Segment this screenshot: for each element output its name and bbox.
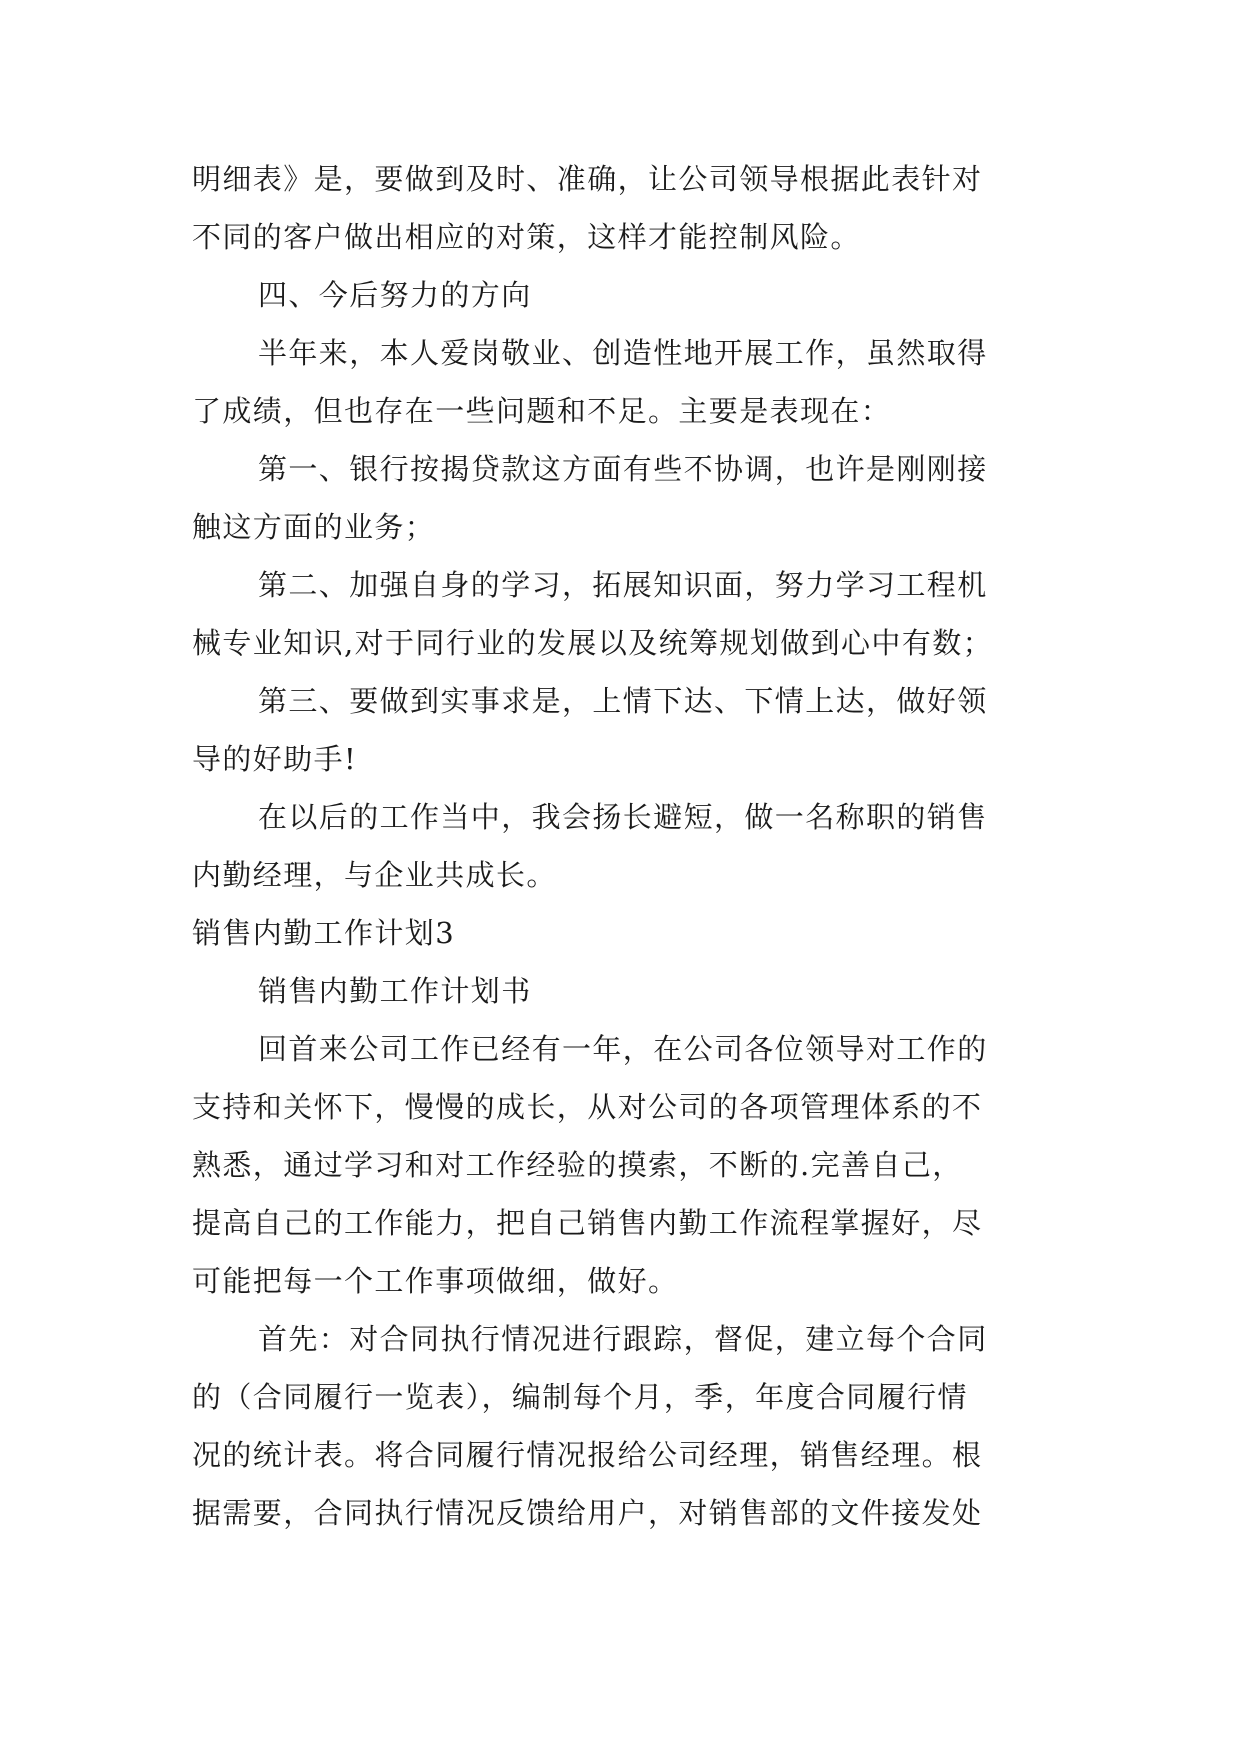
document-subtitle: 销售内勤工作计划书 bbox=[258, 974, 532, 1008]
body-text bbox=[192, 150, 1052, 1542]
text-line: 况的统计表。将合同履行情况报给公司经理，销售经理。根 bbox=[192, 1438, 983, 1472]
text-line: 在以后的工作当中，我会扬长避短，做一名称职的销售 bbox=[258, 800, 988, 834]
text-line: 回首来公司工作已经有一年，在公司各位领导对工作的 bbox=[258, 1032, 988, 1066]
text-line: 的（合同履行一览表），编制每个月，季，年度合同履行情 bbox=[192, 1380, 968, 1414]
text-line: 熟悉，通过学习和对工作经验的摸索，不断的.完善自己， bbox=[192, 1148, 963, 1182]
text-line: 第一、银行按揭贷款这方面有些不协调，也许是刚刚接 bbox=[258, 452, 988, 486]
text-line: 据需要，合同执行情况反馈给用户，对销售部的文件接发处 bbox=[192, 1496, 983, 1530]
text-line: 可能把每一个工作事项做细，做好。 bbox=[192, 1264, 679, 1298]
text-line: 械专业知识,对于同行业的发展以及统筹规划做到心中有数； bbox=[192, 626, 994, 660]
text-line: 明细表》是，要做到及时、准确，让公司领导根据此表针对 bbox=[192, 162, 983, 196]
text-line: 第二、加强自身的学习，拓展知识面，努力学习工程机 bbox=[258, 568, 988, 602]
text-line: 不同的客户做出相应的对策，这样才能控制风险。 bbox=[192, 220, 861, 254]
text-line: 第三、要做到实事求是，上情下达、下情上达，做好领 bbox=[258, 684, 988, 718]
text-line: 内勤经理，与企业共成长。 bbox=[192, 858, 557, 892]
section-title: 销售内勤工作计划3 bbox=[192, 916, 456, 950]
text-line: 触这方面的业务； bbox=[192, 510, 436, 544]
text-line: 半年来，本人爱岗敬业、创造性地开展工作，虽然取得 bbox=[258, 336, 988, 370]
text-line: 导的好助手! bbox=[192, 742, 358, 776]
text-line: 提高自己的工作能力，把自己销售内勤工作流程掌握好，尽 bbox=[192, 1206, 983, 1240]
text-line: 首先：对合同执行情况进行跟踪，督促，建立每个合同 bbox=[258, 1322, 988, 1356]
section-heading: 四、今后努力的方向 bbox=[258, 278, 532, 312]
text-line: 支持和关怀下，慢慢的成长，从对公司的各项管理体系的不 bbox=[192, 1090, 983, 1124]
text-line: 了成绩，但也存在一些问题和不足。主要是表现在： bbox=[192, 394, 892, 428]
